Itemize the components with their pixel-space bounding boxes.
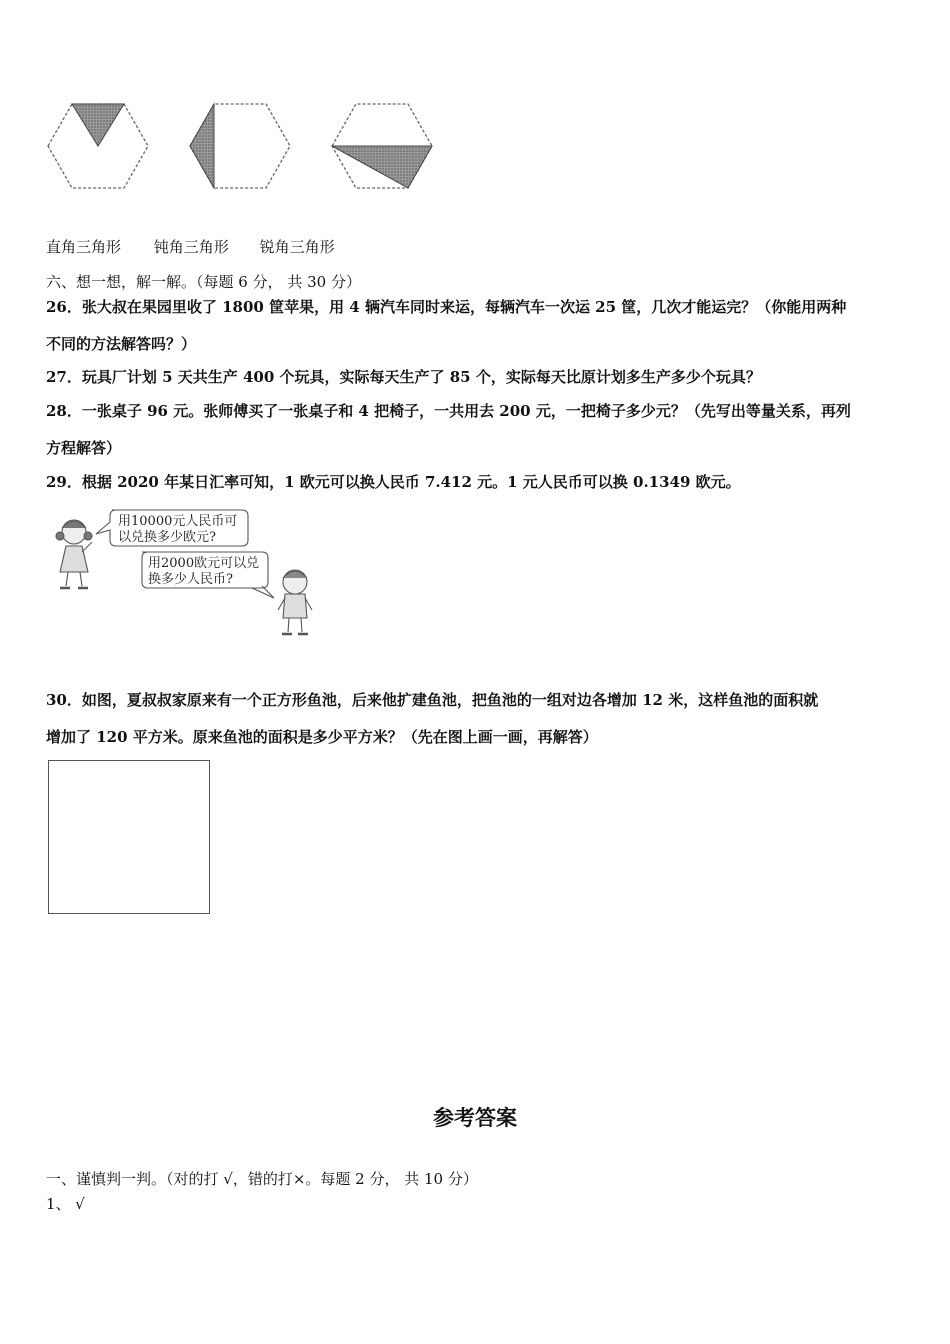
question-28-line-2: 方程解答） [46,439,122,457]
bubble-2-line-2: 换多少人民币? [148,572,233,587]
fish-pond-square [48,760,210,914]
answers-heading: 参考答案 [433,1106,517,1130]
answer-1: 1、 √ [46,1195,85,1213]
hexagon-obtuse-triangle [190,104,290,188]
question-26-line-2: 不同的方法解答吗？） [46,335,197,353]
label-acute-triangle: 锐角三角形 [259,238,335,256]
triangle-labels [46,236,335,257]
bubble-1-line-2: 以兑换多少欧元? [118,530,216,545]
question-30-line-1: 30．如图，夏叔叔家原来有一个正方形鱼池，后来他扩建鱼池，把鱼池的一组对边各增加 12 米，这样鱼池的面积就 [46,691,819,709]
bubble-2-line-1: 用2000欧元可以兑 [148,556,260,571]
hexagon-right-triangle [48,104,148,188]
hexagon-acute-triangle [332,104,432,188]
speech-bubble-2 [142,552,274,598]
bubble-1-line-1: 用10000元人民币可 [118,514,238,529]
hexagon-figures [40,96,440,196]
question-27: 27．玩具厂计划 5 天共生产 400 个玩具，实际每天生产了 85 个，实际每天比原计划多生产多少个玩具？ [46,368,761,386]
girl-figure [56,520,92,588]
boy-figure [278,570,312,634]
section-6-title: 六、想一想，解一解。（每题 6 分， 共 30 分） [46,273,361,291]
question-26-line-1: 26．张大叔在果园里收了 1800 筐苹果，用 4 辆汽车同时来运，每辆汽车一次运 25 筐，几次才能运完？（你能用两种 [46,298,847,316]
question-28-line-1: 28．一张桌子 96 元。张师傅买了一张桌子和 4 把椅子，一共用去 200 元，一把椅子多少元？（先写出等量关系，再列 [46,402,851,420]
question-30-line-2: 增加了 120 平方米。原来鱼池的面积是多少平方米？（先在图上画一画，再解答） [46,728,598,746]
answers-section-1-title: 一、谨慎判一判。（对的打 √，错的打×。每题 2 分， 共 10 分） [46,1170,478,1188]
question-29: 29．根据 2020 年某日汇率可知，1 欧元可以换人民币 7.412 元。1 元人民币可以换 0.1349 欧元。 [46,473,741,491]
label-right-triangle: 直角三角形 [46,238,122,256]
speech-bubble-1 [96,510,248,546]
label-obtuse-triangle: 钝角三角形 [153,238,229,256]
kids-illustration [52,500,332,645]
